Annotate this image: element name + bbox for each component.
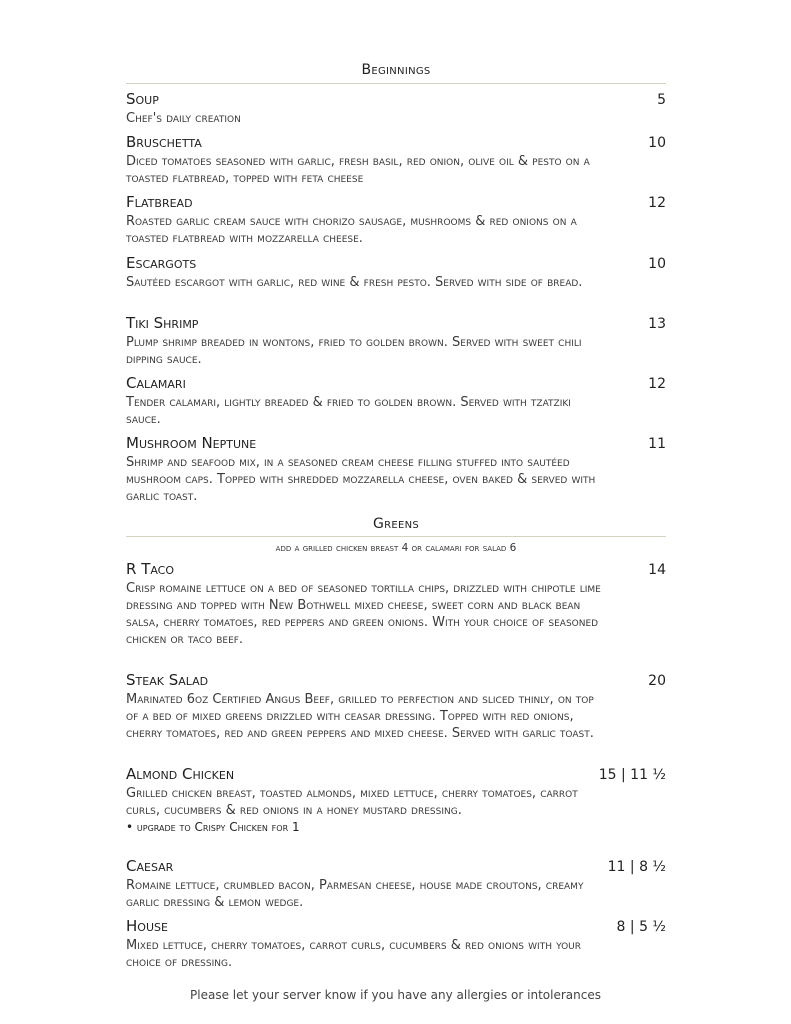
section-note: add a grilled chicken breast 4 or calamari for salad 6 [275, 542, 517, 554]
item-price: 11 [648, 436, 666, 452]
item-price: 11 | 8 ½ [607, 859, 666, 875]
item-upgrade-note: • upgrade to Crispy Chicken for 1 [126, 820, 300, 834]
item-price: 13 [648, 316, 666, 332]
item-name: House [126, 917, 168, 935]
divider [126, 83, 666, 84]
item-price: 5 [657, 92, 666, 108]
menu-item [126, 434, 666, 505]
item-description: Shrimp and seafood mix, in a seasoned cream cheese filling stuffed into sautéed mushroom caps. Topped with shredded mozzarella cheese, oven baked & served with garlic toast. [126, 455, 596, 504]
item-description: Mixed lettuce, cherry tomatoes, carrot curls, cucumbers & red onions with your choice of dressing. [126, 938, 582, 970]
item-price: 8 | 5 ½ [616, 919, 666, 935]
menu-item [126, 374, 666, 428]
item-price: 14 [648, 562, 666, 578]
allergy-footer: Please let your server know if you have any allergies or intolerances [190, 988, 601, 1002]
item-price: 15 | 11 ½ [598, 767, 666, 783]
item-description: Marinated 6oz Certified Angus Beef, grilled to perfection and sliced thinly, on top of a bed of mixed greens drizzled with ceasar dressing. Topped with red onions, cherry tomatoes, red and green peppers and mixed cheese. Served with garlic toast. [126, 692, 594, 741]
menu-item [126, 560, 666, 648]
item-price: 12 [648, 376, 666, 392]
menu-item [126, 133, 666, 187]
item-name: Escargots [126, 254, 197, 272]
item-description: Chef's daily creation [126, 111, 241, 126]
menu-item [126, 254, 666, 291]
item-description: Crisp romaine lettuce on a bed of seasoned tortilla chips, drizzled with chipotle lime dressing and topped with New Bothwell mixed cheese, sweet corn and black bean salsa, cherry tomatoes, red peppers and green onions. With your choice of seasoned chicken or taco beef. [126, 581, 601, 647]
item-description: Sautéed escargot with garlic, red wine & fresh pesto. Served with side of bread. [126, 275, 583, 290]
item-description: Plump shrimp breaded in wontons, fried to golden brown. Served with sweet chili dipping sauce. [126, 335, 582, 367]
item-name: R Taco [126, 560, 175, 578]
item-name: Steak Salad [126, 671, 209, 689]
menu-item [126, 314, 666, 368]
section-title: Greens [372, 516, 420, 532]
item-description: Diced tomatoes seasoned with garlic, fresh basil, red onion, olive oil & pesto on a toasted flatbread, topped with feta cheese [126, 154, 590, 186]
menu-item [126, 671, 666, 742]
item-name: Soup [126, 90, 159, 108]
item-name: Bruschetta [126, 133, 202, 151]
divider [126, 536, 666, 537]
item-price: 20 [648, 673, 666, 689]
section-greens [126, 515, 666, 555]
item-description: Tender calamari, lightly breaded & fried to golden brown. Served with tzatziki sauce. [126, 395, 571, 427]
item-name: Almond Chicken [126, 765, 235, 783]
item-description: Romaine lettuce, crumbled bacon, Parmesan cheese, house made croutons, creamy garlic dressing & lemon wedge. [126, 878, 584, 910]
item-price: 10 [648, 256, 666, 272]
menu-item [126, 90, 666, 127]
menu-item [126, 193, 666, 247]
item-name: Flatbread [126, 193, 193, 211]
section-title: Beginnings [361, 62, 431, 78]
item-price: 12 [648, 195, 666, 211]
menu-item [126, 857, 666, 911]
item-description: Roasted garlic cream sauce with chorizo sausage, mushrooms & red onions on a toasted flatbread with mozzarella cheese. [126, 214, 577, 246]
item-price: 10 [648, 135, 666, 151]
item-name: Caesar [126, 857, 174, 875]
item-name: Tiki Shrimp [126, 314, 199, 332]
item-name: Mushroom Neptune [126, 434, 257, 452]
section-beginnings [126, 61, 666, 84]
item-name: Calamari [126, 374, 186, 392]
menu-item [126, 917, 666, 971]
menu-item [126, 765, 666, 835]
item-description: Grilled chicken breast, toasted almonds, mixed lettuce, cherry tomatoes, carrot curls, cucumbers & red onions in a honey mustard dressing. [126, 786, 578, 818]
